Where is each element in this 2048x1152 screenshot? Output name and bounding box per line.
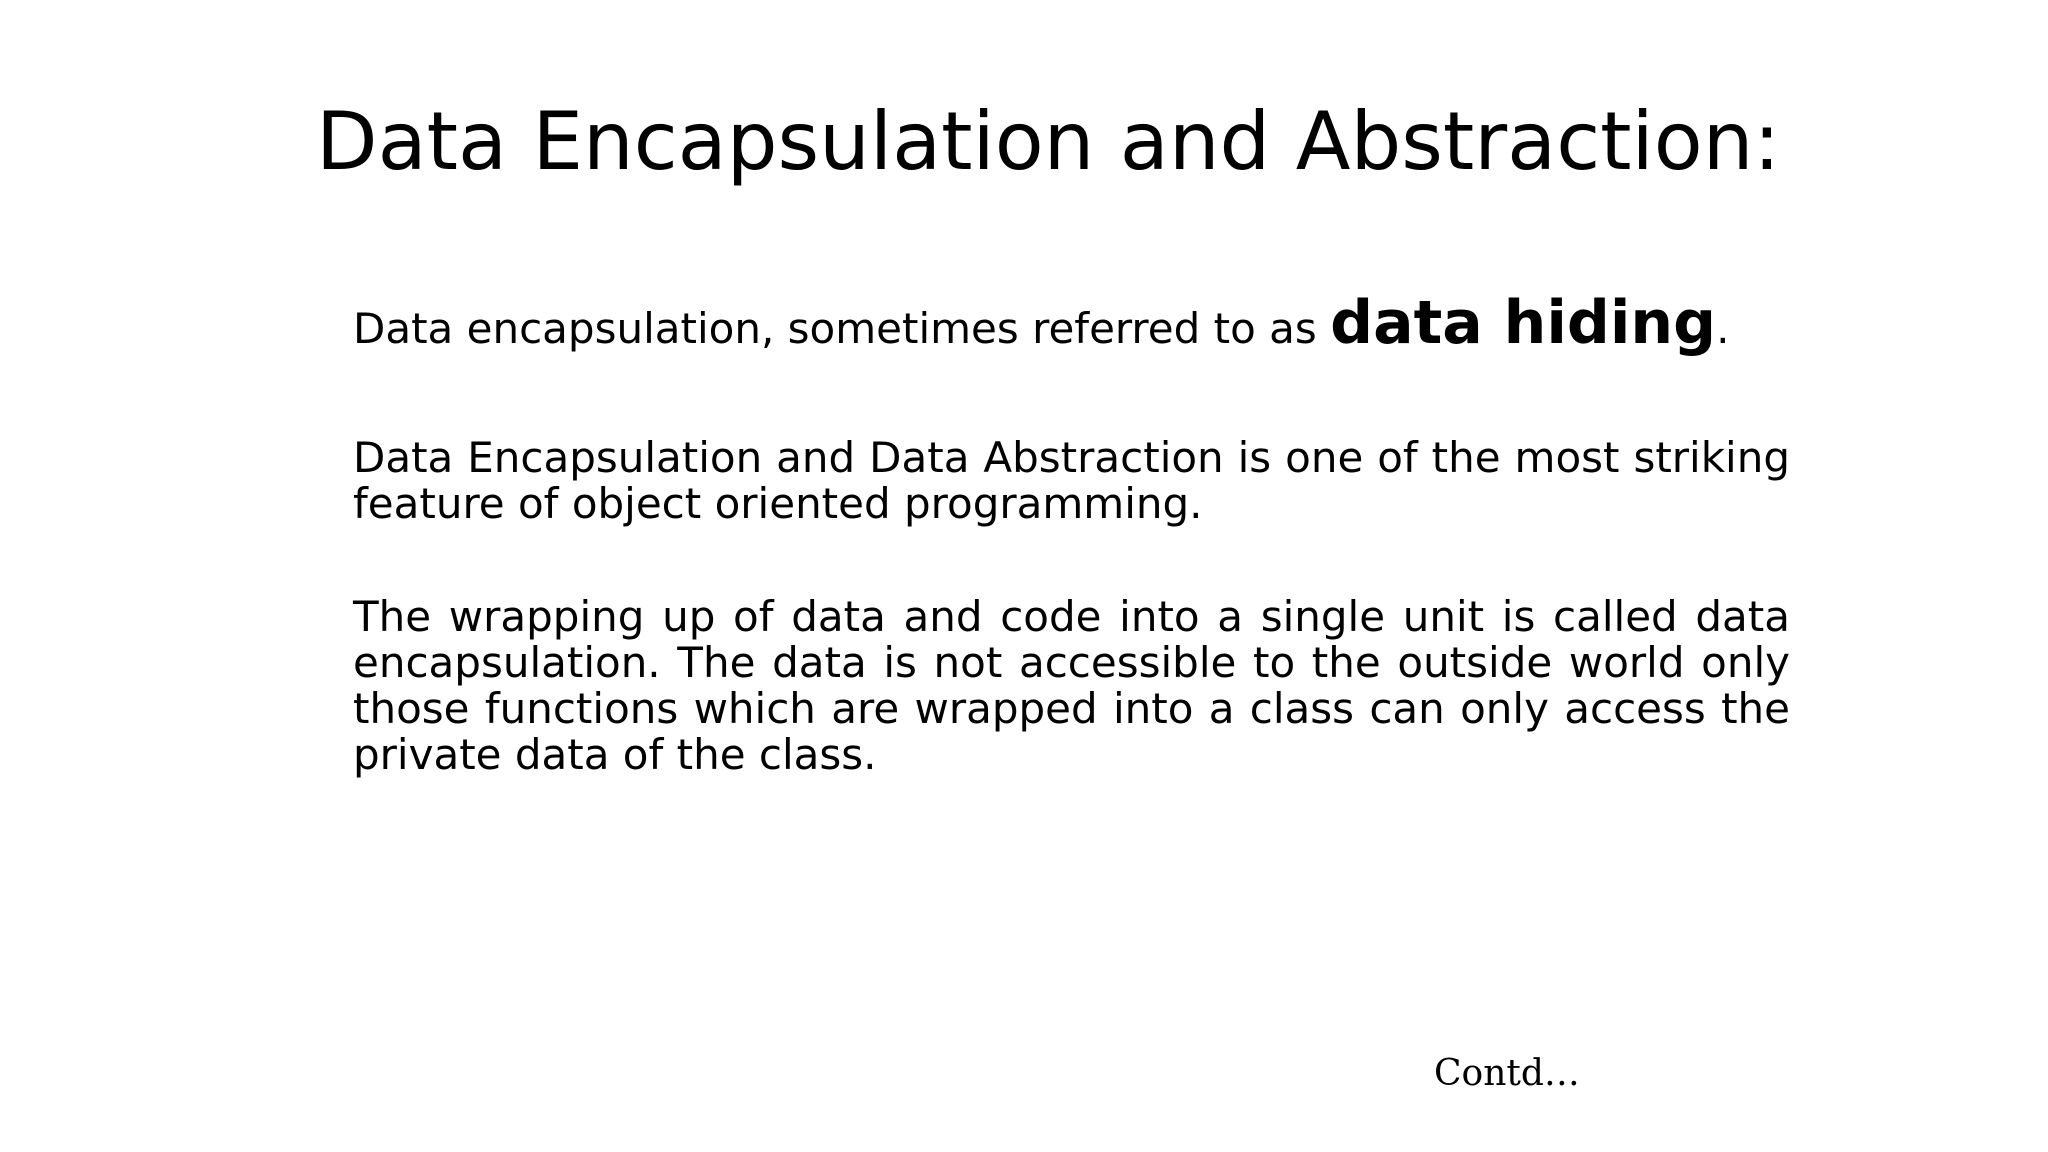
paragraph-data-hiding-period: .: [1716, 304, 1730, 353]
paragraph-data-hiding-text: Data encapsulation, sometimes referred to as: [353, 304, 1331, 353]
paragraph-wrapping-definition: The wrapping up of data and code into a single unit is called data encapsulation. The data is not accessible to the outside world only those functions which are wrapped into a class can only access the private data of the class.: [353, 592, 1790, 779]
paragraph-striking-feature: Data Encapsulation and Data Abstraction is one of the most striking feature of object oriented programming.: [353, 433, 1790, 528]
data-hiding-emphasis: data hiding: [1330, 288, 1717, 358]
slide-title: Data Encapsulation and Abstraction:: [316, 95, 1781, 188]
continued-label: Contd…: [1434, 1053, 1580, 1094]
paragraph-data-hiding: [353, 288, 1790, 358]
